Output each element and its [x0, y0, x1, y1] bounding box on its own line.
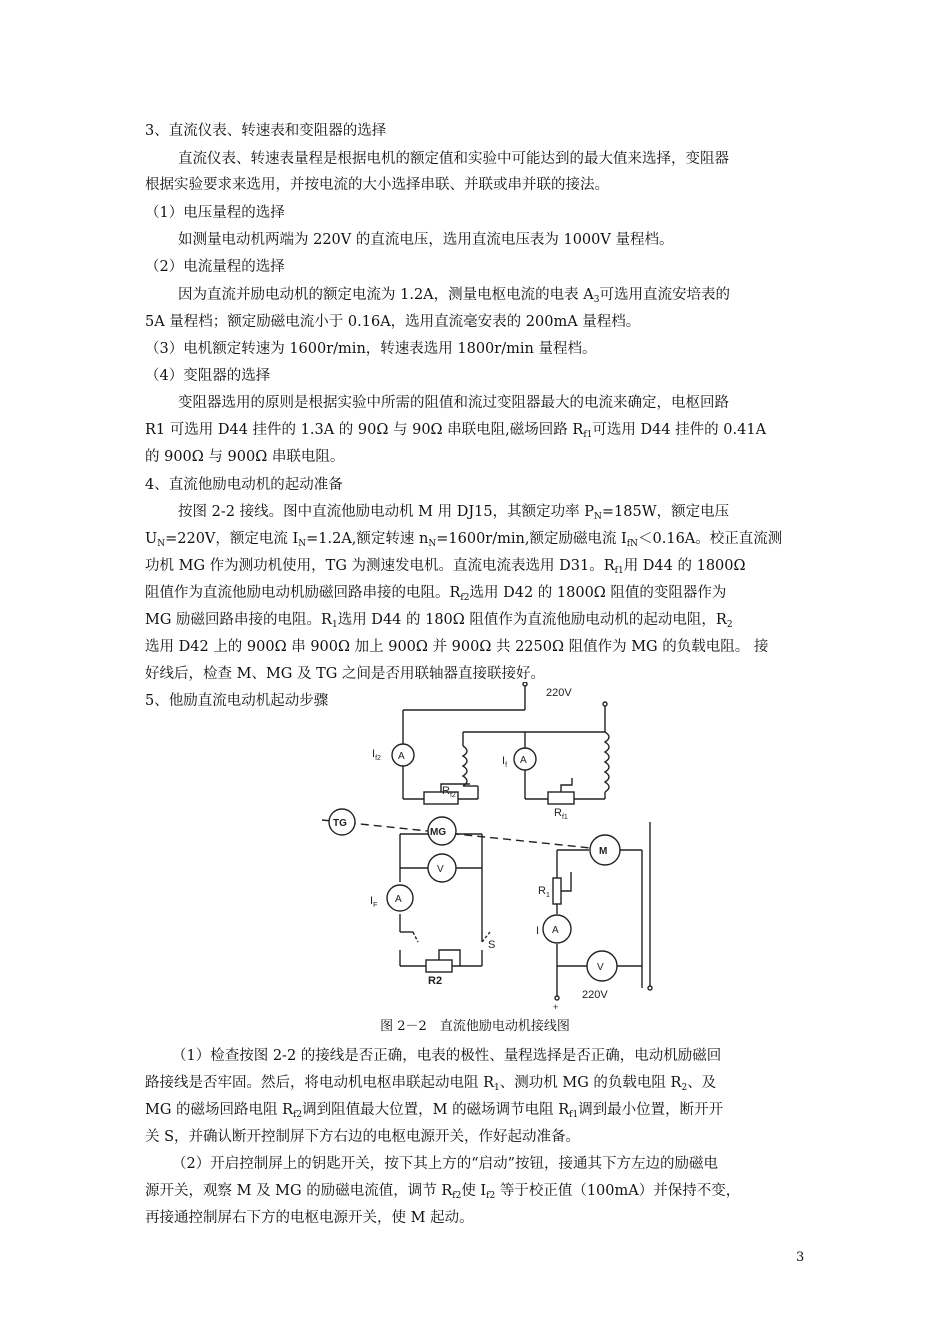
heading-section-5: 5、他励直流电动机起动步骤 — [145, 693, 329, 709]
paragraph-line: （2）开启控制屏上的钥匙开关，按下其上方的“启动”按钮，接通其下方左边的励磁电 — [172, 1156, 719, 1172]
subheading: （4）变阻器的选择 — [145, 368, 271, 384]
paragraph-line: 5A 量程档；额定励磁电流小于 0.16A，选用直流毫安表的 200mA 量程档。 — [145, 314, 641, 330]
ammeter-label: A — [398, 751, 405, 762]
paragraph-line: 因为直流并励电动机的额定电流为 1.2A，测量电枢电流的电表 $A_3$可选用直流安培表的 — [178, 287, 730, 305]
switch-s-label: S — [488, 939, 496, 951]
i-label: I — [536, 925, 540, 937]
paragraph-line: 路接线是否牢固。然后，将电动机电枢串联起动电阻 $R_1$、测功机 MG 的负载电阻 $R_2$、及 — [145, 1075, 717, 1093]
paragraph-line: 如测量电动机两端为 220V 的直流电压，选用直流电压表为 1000V 量程档。 — [178, 232, 674, 248]
paragraph-line: （1）检查按图 2-2 的接线是否正确，电表的极性、量程选择是否正确，电动机励磁回 — [172, 1048, 722, 1064]
voltmeter-label: V — [437, 864, 444, 875]
ammeter-label: A — [395, 894, 402, 905]
paragraph-line: R1 可选用 D44 挂件的 1.3A 的 90Ω 与 90Ω 串联电阻,磁场回路 $R_{f1}$可选用 D44 挂件的 0.41A — [145, 422, 767, 440]
heading-section-3: 3、直流仪表、转速表和变阻器的选择 — [145, 123, 387, 139]
paragraph-line: 阻值作为直流他励电动机励磁回路串接的电阻。$R_{f2}$选用 D42 的 1800Ω 阻值的变阻器作为 — [145, 585, 727, 603]
top-voltage-label: 220V — [546, 687, 572, 699]
ammeter-label: A — [552, 925, 559, 936]
plus-sign: + — [553, 1002, 559, 1010]
paragraph-line: 好线后，检查 M、MG 及 TG 之间是否用联轴器直接联接好。 — [145, 666, 545, 682]
mg-label: MG — [430, 827, 447, 838]
paragraph-line: MG 励磁回路串接的电阻。$R_1$选用 D44 的 180Ω 阻值作为直流他励电动机的起动电阻，$R_2$ — [145, 612, 733, 630]
if-label: $I_f$ — [502, 755, 508, 769]
voltmeter-label: V — [597, 962, 604, 973]
rf2-label: $R_{f2}$ — [442, 785, 456, 799]
paragraph-line: $U_N=220V$，额定电流 $I_N=1.2A$,额定转速 $n_N=1600r/\min$,额定励磁电流 $I_{fN}<0.16A$。校正直流测 — [145, 531, 783, 549]
paragraph-line: 功机 MG 作为测功机使用，TG 为测速发电机。直流电流表选用 D31。$R_{f1}$用 D44 的 1800Ω — [145, 558, 746, 576]
paragraph-line: 直流仪表、转速表量程是根据电机的额定值和实验中可能达到的最大值来选择，变阻器 — [178, 151, 729, 167]
heading-section-4: 4、直流他励电动机的起动准备 — [145, 477, 343, 493]
bottom-voltage-label: 220V — [582, 989, 608, 1001]
iF-label: $I_F$ — [370, 895, 378, 909]
r1-label: $R_1$ — [538, 885, 550, 899]
page-number: 3 — [796, 1250, 805, 1265]
paragraph-line: MG 的磁场回路电阻 $R_{f2}$调到阻值最大位置，M 的磁场调节电阻 $R_{f1}$调到最小位置，断开开 — [145, 1102, 724, 1120]
paragraph-line: 关 S，并确认断开控制屏下方右边的电枢电源开关，作好起动准备。 — [145, 1129, 581, 1145]
paragraph-line: 源开关，观察 M 及 MG 的励磁电流值，调节 $R_{f2}$使 $I_{f2}$ 等于校正值（100mA）并保持不变， — [145, 1183, 741, 1201]
paragraph-line: 选用 D42 上的 900Ω 串 900Ω 加上 900Ω 并 900Ω 共 2250Ω 阻值作为 MG 的负载电阻。 接 — [145, 639, 769, 655]
r2-label: R2 — [428, 975, 443, 987]
circuit-diagram — [320, 682, 660, 1010]
tg-label: TG — [333, 818, 347, 829]
paragraph-line: 根据实验要求来选用，并按电流的大小选择串联、并联或串并联的接法。 — [145, 177, 609, 193]
figure-caption: 图 2－2 直流他励电动机接线图 — [380, 1019, 570, 1034]
rf1-label: $R_{f1}$ — [554, 807, 568, 821]
if2-label: $I_{f2}$ — [372, 748, 381, 762]
m-label: M — [599, 846, 608, 857]
subheading: （2）电流量程的选择 — [145, 259, 285, 275]
paragraph-line: 的 900Ω 与 900Ω 串联电阻。 — [145, 449, 345, 465]
paragraph-line: （3）电机额定转速为 1600r/min，转速表选用 1800r/min 量程档。 — [145, 341, 597, 357]
subheading: （1）电压量程的选择 — [145, 205, 285, 221]
paragraph-line: 按图 2-2 接线。图中直流他励电动机 M 用 DJ15，其额定功率 $P_N=185W$，额定电压 — [178, 504, 730, 522]
paragraph-line: 变阻器选用的原则是根据实验中所需的阻值和流过变阻器最大的电流来确定，电枢回路 — [178, 395, 729, 411]
ammeter-label: A — [520, 755, 527, 766]
paragraph-line: 再接通控制屏右下方的电枢电源开关，使 M 起动。 — [145, 1210, 474, 1226]
